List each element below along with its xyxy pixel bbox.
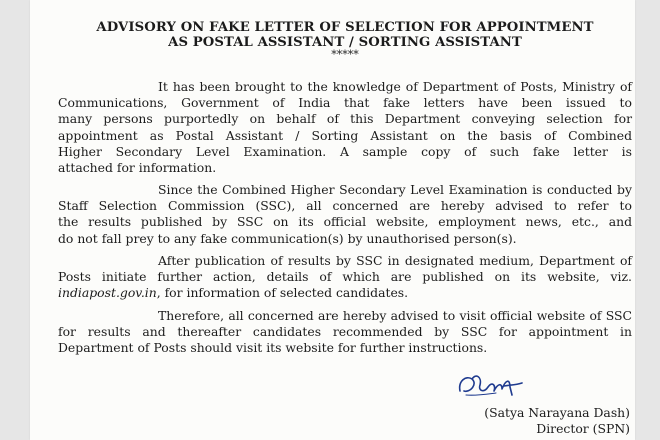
signatory-designation: Director (SPN) bbox=[536, 421, 630, 436]
paragraph-line: the results published by SSC on its official website, employment news, etc., and bbox=[58, 214, 632, 230]
paragraph-4 bbox=[58, 308, 632, 357]
paragraph-line: Department of Posts should visit its website for further instructions. bbox=[58, 340, 488, 356]
paragraph-1 bbox=[58, 79, 632, 176]
paragraph-line: It has been brought to the knowledge of Department of Posts, Ministry of bbox=[158, 79, 632, 94]
paragraph-line: Staff Selection Commission (SSC), all concerned are hereby advised to refer to bbox=[58, 198, 632, 214]
paragraph-line: Higher Secondary Level Examination. A sample copy of such fake letter is bbox=[58, 143, 632, 159]
paragraph-line: Communications, Government of India that fake letters have been issued to bbox=[58, 95, 632, 111]
paragraph-line: Therefore, all concerned are hereby advised to visit official website of SSC bbox=[158, 308, 632, 323]
paragraph-line: attached for information. bbox=[58, 160, 217, 176]
paragraph-line-with-website bbox=[58, 285, 632, 301]
paragraph-line: Posts initiate further action, details of which are published on its website, viz. bbox=[58, 269, 632, 285]
advisory-title-line-2: AS POSTAL ASSISTANT / SORTING ASSISTANT bbox=[168, 35, 522, 50]
paragraph-3 bbox=[58, 253, 632, 302]
paragraph-line-rest: , for information of selected candidates. bbox=[156, 285, 409, 301]
title-separator-stars: ***** bbox=[331, 48, 359, 61]
website-link-indiapost[interactable]: indiapost.gov.in bbox=[58, 285, 157, 301]
paragraph-2 bbox=[58, 182, 632, 247]
paragraph-line: many persons purportedly on behalf of this Department conveying selection for bbox=[58, 111, 632, 127]
advisory-title-line-1: ADVISORY ON FAKE LETTER OF SELECTION FOR APPOINTMENT bbox=[96, 20, 594, 35]
signatory-name: (Satya Narayana Dash) bbox=[484, 405, 630, 420]
handwritten-signature bbox=[452, 369, 532, 403]
signature-block bbox=[400, 365, 630, 440]
paragraph-line: Since the Combined Higher Secondary Level Examination is conducted by bbox=[158, 182, 632, 197]
paragraph-line: for results and thereafter candidates recommended by SSC for appointment in bbox=[58, 324, 632, 340]
paragraph-line: appointment as Postal Assistant / Sorting Assistant on the basis of Combined bbox=[58, 127, 632, 143]
paragraph-line: After publication of results by SSC in designated medium, Department of bbox=[158, 253, 632, 268]
paragraph-line: do not fall prey to any fake communication(s) by unauthorised person(s). bbox=[58, 230, 517, 246]
